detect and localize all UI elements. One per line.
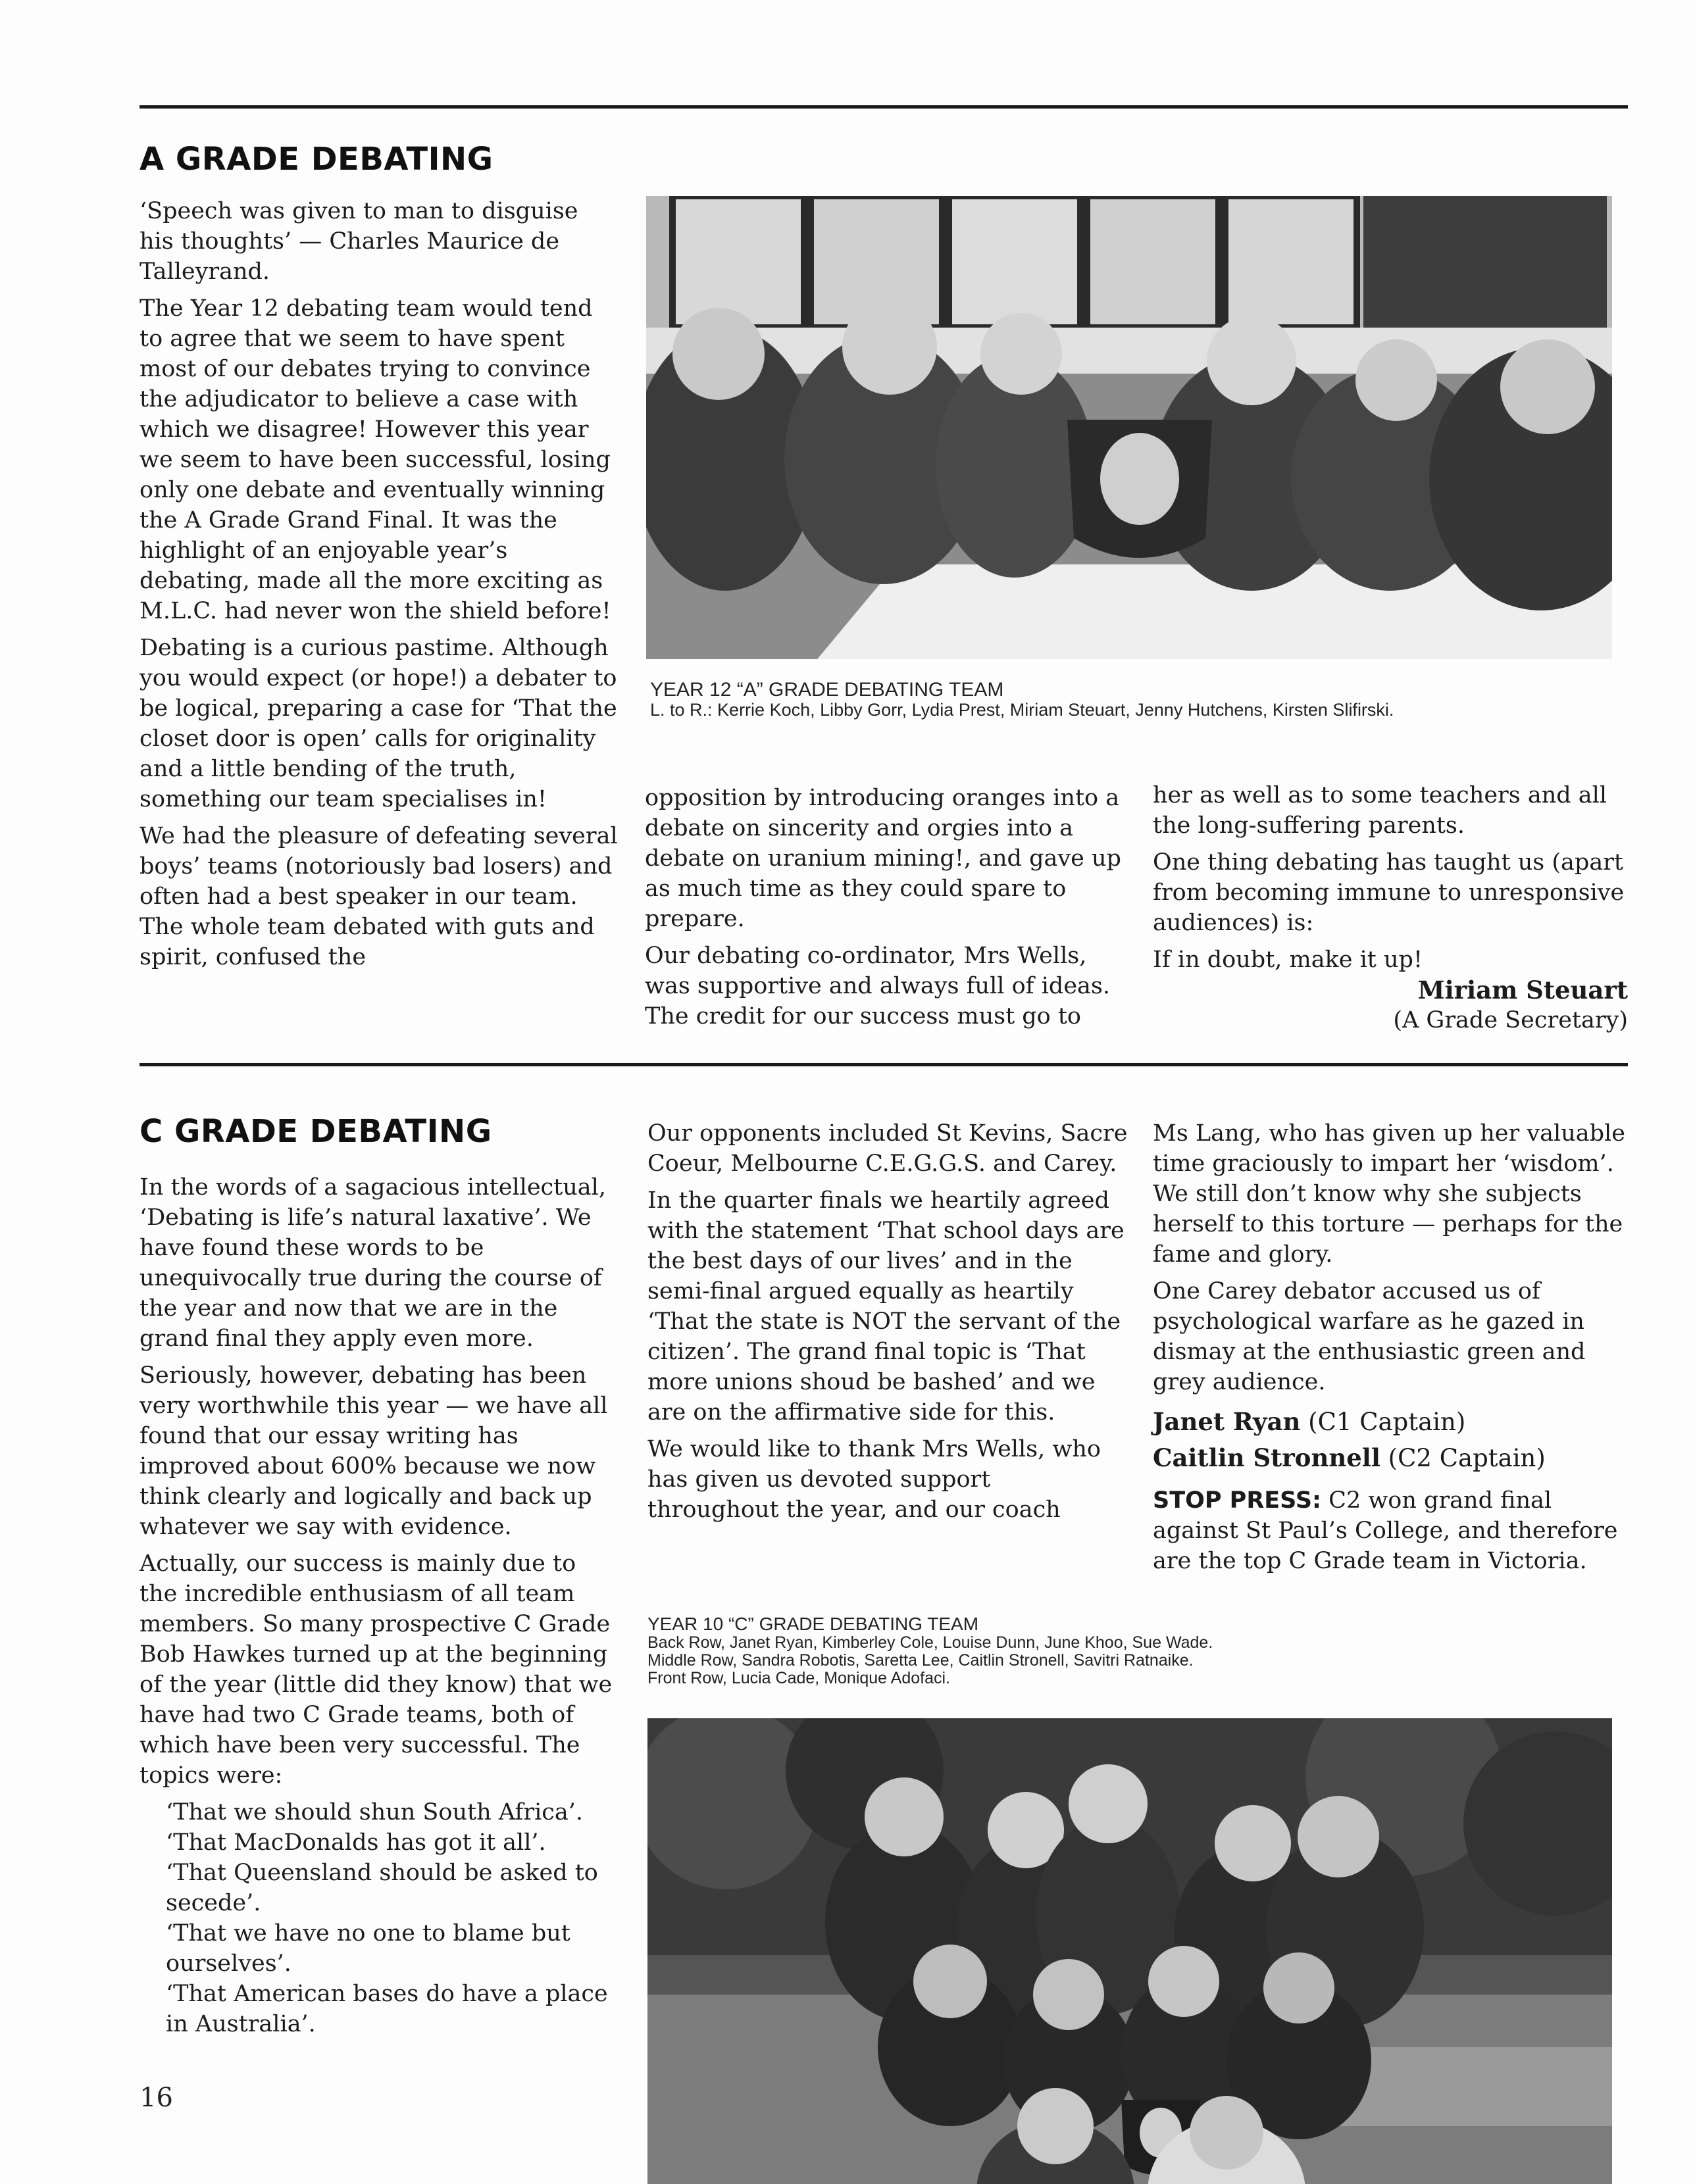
a-grade-column-3 bbox=[1153, 780, 1628, 1035]
a-grade-photo-illustration bbox=[646, 196, 1612, 659]
a-grade-col2-paragraph-2: Our debating co-ordinator, Mrs Wells, was supportive and always full of ideas. The credit for our success must go to bbox=[645, 943, 1111, 1030]
c-grade-paragraph-1: In the words of a sagacious intellectual, ‘Debating is life’s natural laxative’. We have found these words to be unequivocally true during the course of the year and now that we are in the grand final they apply even more. bbox=[139, 1174, 606, 1352]
a-grade-team-photo bbox=[646, 196, 1612, 659]
captain-2-role: (C2 Captain) bbox=[1388, 1444, 1546, 1472]
stop-press bbox=[1153, 1485, 1628, 1576]
topic-item: ‘That MacDonalds has got it all’. bbox=[166, 1829, 546, 1856]
a-grade-column-1 bbox=[139, 196, 620, 979]
captain-2 bbox=[1153, 1440, 1628, 1476]
a-grade-photo-caption bbox=[650, 680, 1617, 720]
page-number: 16 bbox=[139, 2083, 173, 2113]
a-grade-caption-title: YEAR 12 “A” GRADE DEBATING TEAM bbox=[650, 679, 1004, 701]
a-grade-col3-paragraph-3: If in doubt, make it up! bbox=[1153, 947, 1423, 973]
captain-1-role: (C1 Captain) bbox=[1308, 1408, 1466, 1436]
c-grade-column-2 bbox=[647, 1118, 1128, 1531]
a-grade-heading: A GRADE DEBATING bbox=[139, 141, 493, 178]
c-grade-column-3 bbox=[1153, 1118, 1628, 1583]
topic-item: ‘That we should shun South Africa’. bbox=[166, 1799, 583, 1825]
a-grade-col3-paragraph-1: her as well as to some teachers and all the long-suffering parents. bbox=[1153, 782, 1607, 839]
stop-press-label: STOP PRESS: bbox=[1153, 1487, 1322, 1514]
captain-2-name: Caitlin Stronnell bbox=[1153, 1443, 1380, 1472]
c-grade-photo-caption bbox=[647, 1614, 1615, 1687]
a-grade-col3-paragraph-2: One thing debating has taught us (apart from becoming immune to unresponsive audiences) is: bbox=[1153, 849, 1625, 936]
a-grade-paragraph-3: We had the pleasure of defeating several boys’ teams (notoriously bad losers) and often had a best speaker in our team. The whole team debated with guts and spirit, confused the bbox=[139, 823, 618, 970]
c-grade-col2-paragraph-1: Our opponents included St Kevins, Sacre Coeur, Melbourne C.E.G.G.S. and Carey. bbox=[647, 1120, 1128, 1177]
a-grade-quote: ‘Speech was given to man to disguise his thoughts’ — Charles Maurice de Talleyrand. bbox=[139, 198, 578, 285]
topic-item: ‘That American bases do have a place in Australia’. bbox=[166, 1981, 608, 2037]
topic-item: ‘That Queensland should be asked to secede’. bbox=[166, 1860, 598, 1916]
a-grade-caption-names: L. to R.: Kerrie Koch, Libby Gorr, Lydia Prest, Miriam Steuart, Jenny Hutchens, Kirsten Slifirski. bbox=[650, 700, 1394, 720]
a-grade-paragraph-2: Debating is a curious pastime. Although you would expect (or hope!) a debater to be logical, preparing a case for ‘That the closet door is open’ calls for originality and a little bending of the truth, something our team specialises in! bbox=[139, 635, 617, 812]
c-grade-paragraph-3: Actually, our success is mainly due to the incredible enthusiasm of all team members. So many prospective C Grade Bob Hawkes turned up at the beginning of the year (little did they know) that we have had two C Grade teams, both of which have been very successful. The topics were: bbox=[139, 1551, 613, 1789]
a-grade-col2-paragraph-1: opposition by introducing oranges into a debate on sincerity and orgies into a debate on uranium mining!, and gave up as much time as they could spare to prepare. bbox=[645, 785, 1121, 932]
a-grade-paragraph-1: The Year 12 debating team would tend to agree that we seem to have spent most of our debates trying to convince the adjudicator to believe a case with which we disagree! However this year we seem to have been successful, losing only one debate and eventually winning the A Grade Grand Final. It was the highlight of an enjoyable year’s debating, made all the more exciting as M.L.C. had never won the shield before! bbox=[139, 295, 611, 624]
a-grade-column-2 bbox=[645, 783, 1125, 1038]
a-grade-author-name: Miriam Steuart bbox=[1417, 976, 1628, 1005]
c-grade-caption-back-row: Back Row, Janet Ryan, Kimberley Cole, Louise Dunn, June Khoo, Sue Wade. bbox=[647, 1633, 1213, 1652]
c-grade-col2-paragraph-3: We would like to thank Mrs Wells, who has given us devoted support throughout the year, and our coach bbox=[647, 1436, 1101, 1523]
c-grade-team-photo bbox=[647, 1718, 1612, 2184]
c-grade-photo-illustration bbox=[647, 1718, 1612, 2184]
c-grade-heading: C GRADE DEBATING bbox=[139, 1113, 492, 1150]
middle-rule bbox=[139, 1063, 1628, 1066]
stop-press-text: C2 won grand final against St Paul’s College, and therefore are the top C Grade team in Victoria. bbox=[1153, 1487, 1618, 1574]
top-rule bbox=[139, 105, 1628, 109]
c-grade-caption-front-row: Front Row, Lucia Cade, Monique Adofaci. bbox=[647, 1669, 950, 1687]
c-grade-caption-title: YEAR 10 “C” GRADE DEBATING TEAM bbox=[647, 1614, 979, 1634]
topic-item: ‘That we have no one to blame but ourselves’. bbox=[166, 1920, 570, 1977]
captain-1 bbox=[1153, 1404, 1628, 1440]
c-grade-column-1 bbox=[139, 1172, 620, 2039]
c-grade-col3-paragraph-1: Ms Lang, who has given up her valuable time graciously to impart her ‘wisdom’. We still don’t know why she subjects herself to this torture — perhaps for the fame and glory. bbox=[1153, 1120, 1625, 1268]
c-grade-col2-paragraph-2: In the quarter finals we heartily agreed with the statement ‘That school days are the best days of our lives’ and in the semi-final argued equally as heartily ‘That the state is NOT the servant of the citizen’. The grand final topic is ‘That more unions shoud be bashed’ and we are on the affirmative side for this. bbox=[647, 1187, 1125, 1426]
c-grade-col3-paragraph-2: One Carey debator accused us of psychological warfare as he gazed in dismay at the enthusiastic green and grey audience. bbox=[1153, 1278, 1586, 1395]
c-grade-caption-middle-row: Middle Row, Sandra Robotis, Saretta Lee, Caitlin Stronell, Savitri Ratnaike. bbox=[647, 1651, 1194, 1670]
c-grade-paragraph-2: Seriously, however, debating has been very worthwhile this year — we have all found that our essay writing has improved about 600% because we now think clearly and logically and back up whatever we say with evidence. bbox=[139, 1362, 608, 1540]
captain-1-name: Janet Ryan bbox=[1153, 1407, 1301, 1436]
a-grade-author-role: (A Grade Secretary) bbox=[1393, 1007, 1628, 1033]
